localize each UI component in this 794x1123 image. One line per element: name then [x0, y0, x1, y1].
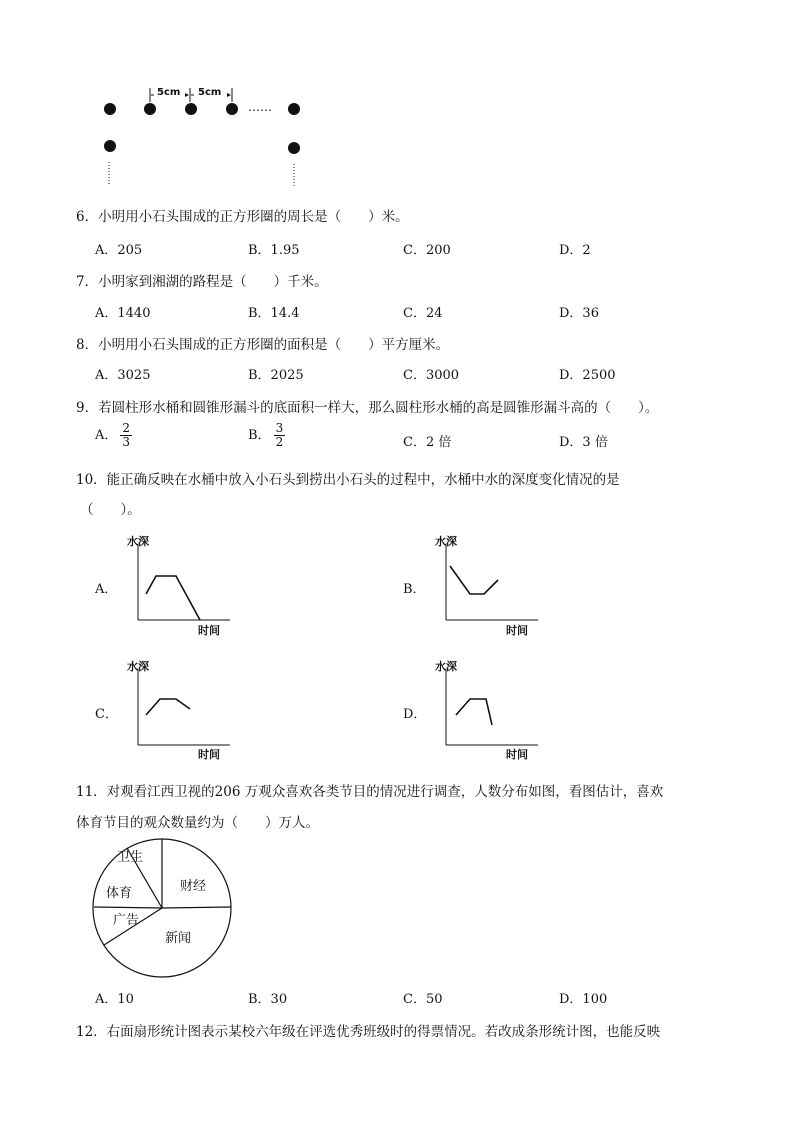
x-axis-label: 时间 [198, 624, 220, 637]
stone-dot [288, 103, 300, 115]
pie-label-finance: 财经 [180, 879, 207, 894]
graph-option-a-label[interactable]: A． [95, 582, 118, 597]
question-11-line1: 11．对观看江西卫视的206 万观众喜欢各类节目的情况进行调查，人数分布如图，看图估计，喜欢 [76, 784, 664, 800]
x-axis-label: 时间 [198, 748, 220, 761]
option-b[interactable]: B．1.95 [248, 243, 300, 258]
option-c[interactable]: C．50 [403, 992, 443, 1007]
option-d[interactable]: D．3 倍 [559, 435, 608, 450]
question-10-line1: 10．能正确反映在水桶中放入小石头到捞出小石头的过程中，水桶中水的深度变化情况的是 [76, 472, 620, 488]
option-a[interactable] [95, 422, 132, 449]
question-11-line2: 体育节目的观众数量约为（ ）万人。 [76, 815, 319, 831]
graph-option-c-label[interactable]: C． [95, 707, 118, 722]
graph-option-d-label[interactable]: D． [403, 707, 427, 722]
fraction [120, 422, 132, 449]
x-axis-label: 时间 [506, 748, 528, 761]
pie-label-health: 卫生 [117, 850, 144, 865]
option-d[interactable]: D．2500 [559, 368, 616, 383]
question-6: 6．小明用小石头围成的正方形圈的周长是（ ）米。 [76, 209, 409, 225]
question-9: 9．若圆柱形水桶和圆锥形漏斗的底面积一样大，那么圆柱形水桶的高是圆锥形漏斗高的（ ）。 [76, 400, 659, 416]
question-12: 12．右面扇形统计图表示某校六年级在评选优秀班级时的得票情况。若改成条形统计图，也能反映 [76, 1024, 661, 1040]
option-d[interactable]: D．2 [559, 243, 591, 258]
option-c[interactable]: C．2 倍 [403, 435, 452, 450]
y-axis-label: 水深 [127, 660, 149, 673]
question-7: 7．小明家到湘湖的路程是（ ）千米。 [76, 274, 328, 290]
spacing-label: 5cm [157, 87, 181, 98]
option-b[interactable]: B．2025 [248, 368, 304, 383]
option-b-label: B． [248, 428, 271, 443]
stone-dot [104, 140, 116, 152]
pie-label-news: 新闻 [165, 931, 192, 946]
option-c[interactable]: C．3000 [403, 368, 460, 383]
y-axis-label: 水深 [435, 660, 457, 673]
option-b[interactable]: B．14.4 [248, 306, 300, 321]
question-10-line2: （ ）。 [80, 502, 141, 518]
option-a[interactable]: A．205 [95, 243, 143, 258]
pie-label-sports: 体育 [106, 886, 133, 901]
option-a[interactable]: A．1440 [95, 306, 151, 321]
option-a-label: A． [95, 428, 118, 443]
option-c[interactable]: C．200 [403, 243, 451, 258]
option-a[interactable]: A．10 [95, 992, 134, 1007]
x-axis-label: 时间 [506, 624, 528, 637]
option-d[interactable]: D．100 [559, 992, 608, 1007]
y-axis-label: 水深 [127, 535, 149, 548]
question-8: 8．小明用小石头围成的正方形圈的面积是（ ）平方厘米。 [76, 337, 450, 353]
stone-dot [288, 142, 300, 154]
dimension-arrows [140, 84, 240, 106]
option-c[interactable]: C．24 [403, 306, 443, 321]
option-b[interactable]: B．30 [248, 992, 288, 1007]
fraction [274, 422, 286, 449]
option-d[interactable]: D．36 [559, 306, 599, 321]
numerator: 2 [122, 421, 131, 435]
ellipsis: …… [248, 100, 272, 114]
denominator: 3 [122, 435, 131, 449]
option-b[interactable] [248, 422, 285, 449]
y-axis-label: 水深 [435, 535, 457, 548]
stone-dot [104, 103, 116, 115]
option-a[interactable]: A．3025 [95, 368, 151, 383]
denominator: 2 [275, 435, 284, 449]
graph-option-b-label[interactable]: B． [403, 582, 426, 597]
numerator: 3 [275, 421, 284, 435]
spacing-label: 5cm [198, 87, 222, 98]
dotted-continuation-lines [105, 160, 305, 188]
pie-label-ads: 广告 [113, 913, 140, 928]
